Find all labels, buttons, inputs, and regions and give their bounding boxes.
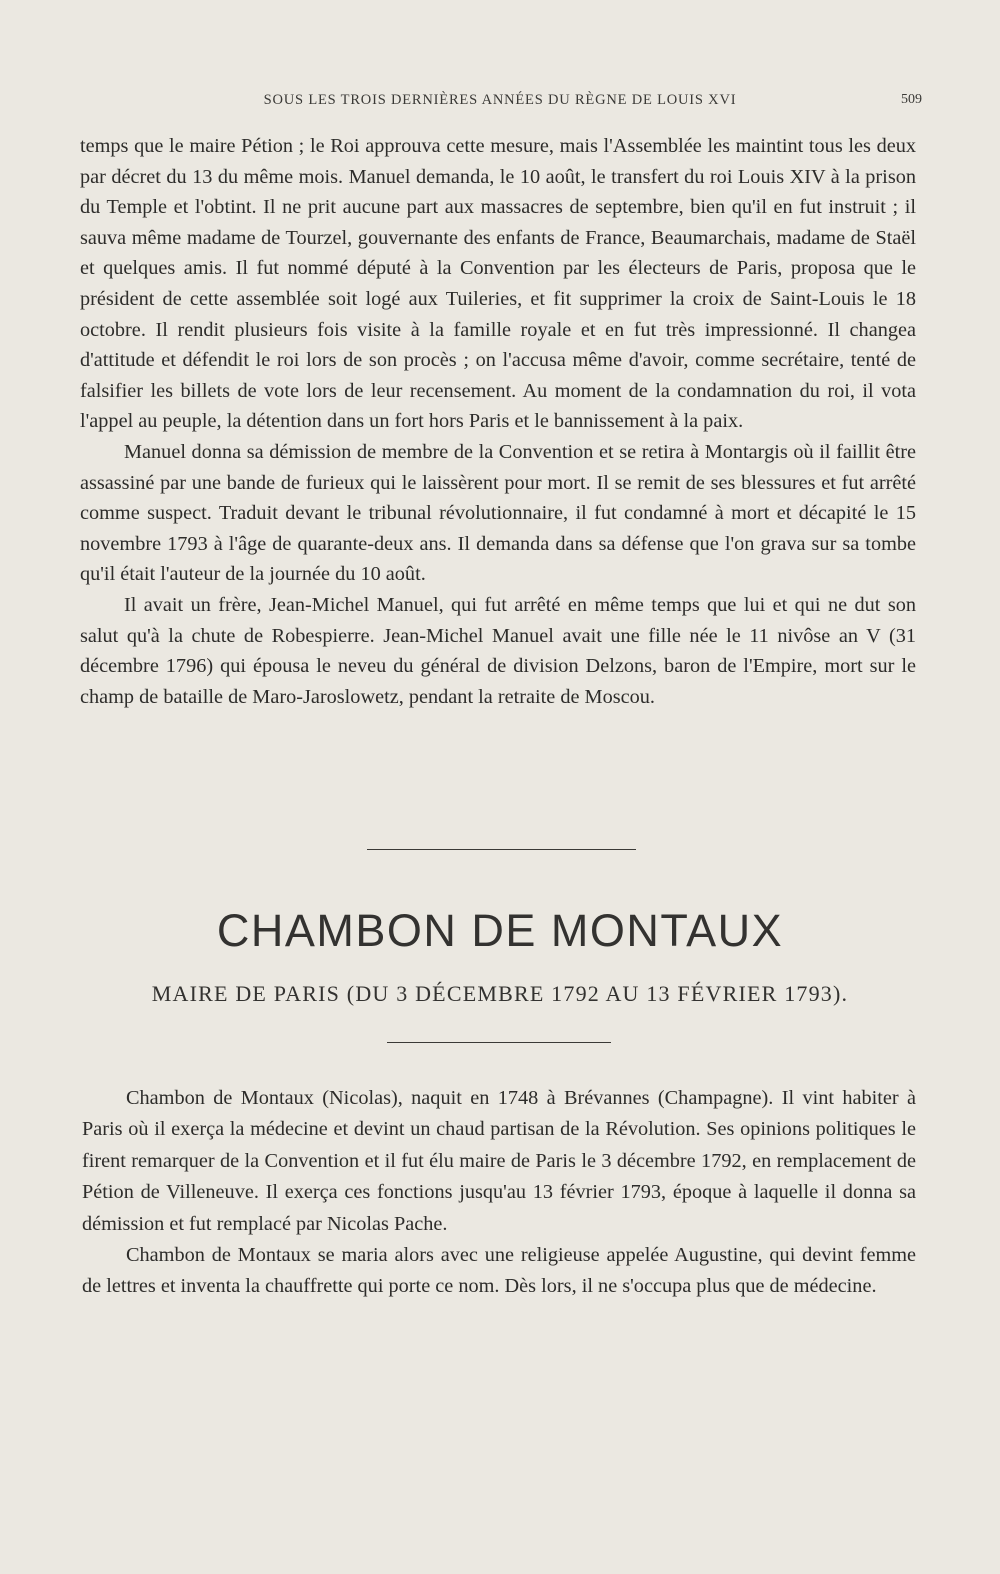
manuel-section <box>80 131 916 712</box>
section-divider <box>367 849 636 850</box>
paragraph: Manuel donna sa démission de membre de la Convention et se retira à Montargis où il faillit être assassiné par une bande de furieux qui le laissèrent pour mort. Il se remit de ses blessures et fut arrêté comme suspect. Traduit devant le tribunal révolutionnaire, il fut condamné à mort et décapité le 15 novembre 1793 à l'âge de quarante-deux ans. Il demanda dans sa défense que l'on grava sur sa tombe qu'il était l'auteur de la journée du 10 août. <box>80 440 916 586</box>
paragraph: Chambon de Montaux se maria alors avec une religieuse appelée Augustine, qui devint femme de lettres et inventa la chauffrette qui porte ce nom. Dès lors, il ne s'occupa plus que de médecine. <box>82 1244 916 1298</box>
chapter-subtitle: MAIRE DE PARIS (DU 3 DÉCEMBRE 1792 AU 13 FÉVRIER 1793). <box>151 981 849 1006</box>
paragraph: temps que le maire Pétion ; le Roi approuva cette mesure, mais l'Assemblée les maintint tous les deux par décret du 13 du même mois. Manuel demanda, le 10 août, le transfert du roi Louis XIV à la prison du Temple et l'obtint. Il ne prit aucune part aux massacres de septembre, bien qu'il en fut instruit ; il sauva même madame de Tourzel, gouvernante des enfants de France, Beaumarchais, madame de Staël et quelques amis. Il fut nommé député à la Convention par les électeurs de Paris, proposa que le président de cette assemblée soit logé aux Tuileries, et fit supprimer la croix de Saint-Louis le 18 octobre. Il rendit plusieurs fois visite à la famille royale et en fut très impressionné. Il changea d'attitude et défendit le roi lors de son procès ; on l'accusa même d'avoir, comme secrétaire, tenté de falsifier les billets de vote lors de leur recensement. Au moment de la condamnation du roi, il vota l'appel au peuple, la détention dans un fort hors Paris et le bannissement à la paix. <box>80 135 916 433</box>
chapter-title: CHAMBON DE MONTAUX <box>216 905 784 956</box>
running-title: SOUS LES TROIS DERNIÈRES ANNÉES DU RÈGNE DE LOUIS XVI <box>263 92 737 108</box>
paragraph: Chambon de Montaux (Nicolas), naquit en 1748 à Brévannes (Champagne). Il vint habiter à Paris où il exerça la médecine et devint un chaud partisan de la Révolution. Ses opinions politiques le firent remarquer de la Convention et il fut élu maire de Paris le 3 décembre 1792, en remplacement de Pétion de Villeneuve. Il exerça ces fonctions jusqu'au 13 février 1793, époque à laquelle il donna sa démission et fut remplacé par Nicolas Pache. <box>82 1087 916 1235</box>
paragraph: Il avait un frère, Jean-Michel Manuel, qui fut arrêté en même temps que lui et qui ne dut son salut qu'à la chute de Robespierre. Jean-Michel Manuel avait une fille née le 11 nivôse an V (31 décembre 1796) qui épousa le neveu du général de division Delzons, baron de l'Empire, mort sur le champ de bataille de Maro-Jaroslowetz, pendant la retraite de Moscou. <box>80 593 916 708</box>
chambon-section <box>82 1083 916 1303</box>
title-divider <box>387 1042 611 1043</box>
running-head <box>0 92 1000 114</box>
page-number: 509 <box>901 92 922 107</box>
